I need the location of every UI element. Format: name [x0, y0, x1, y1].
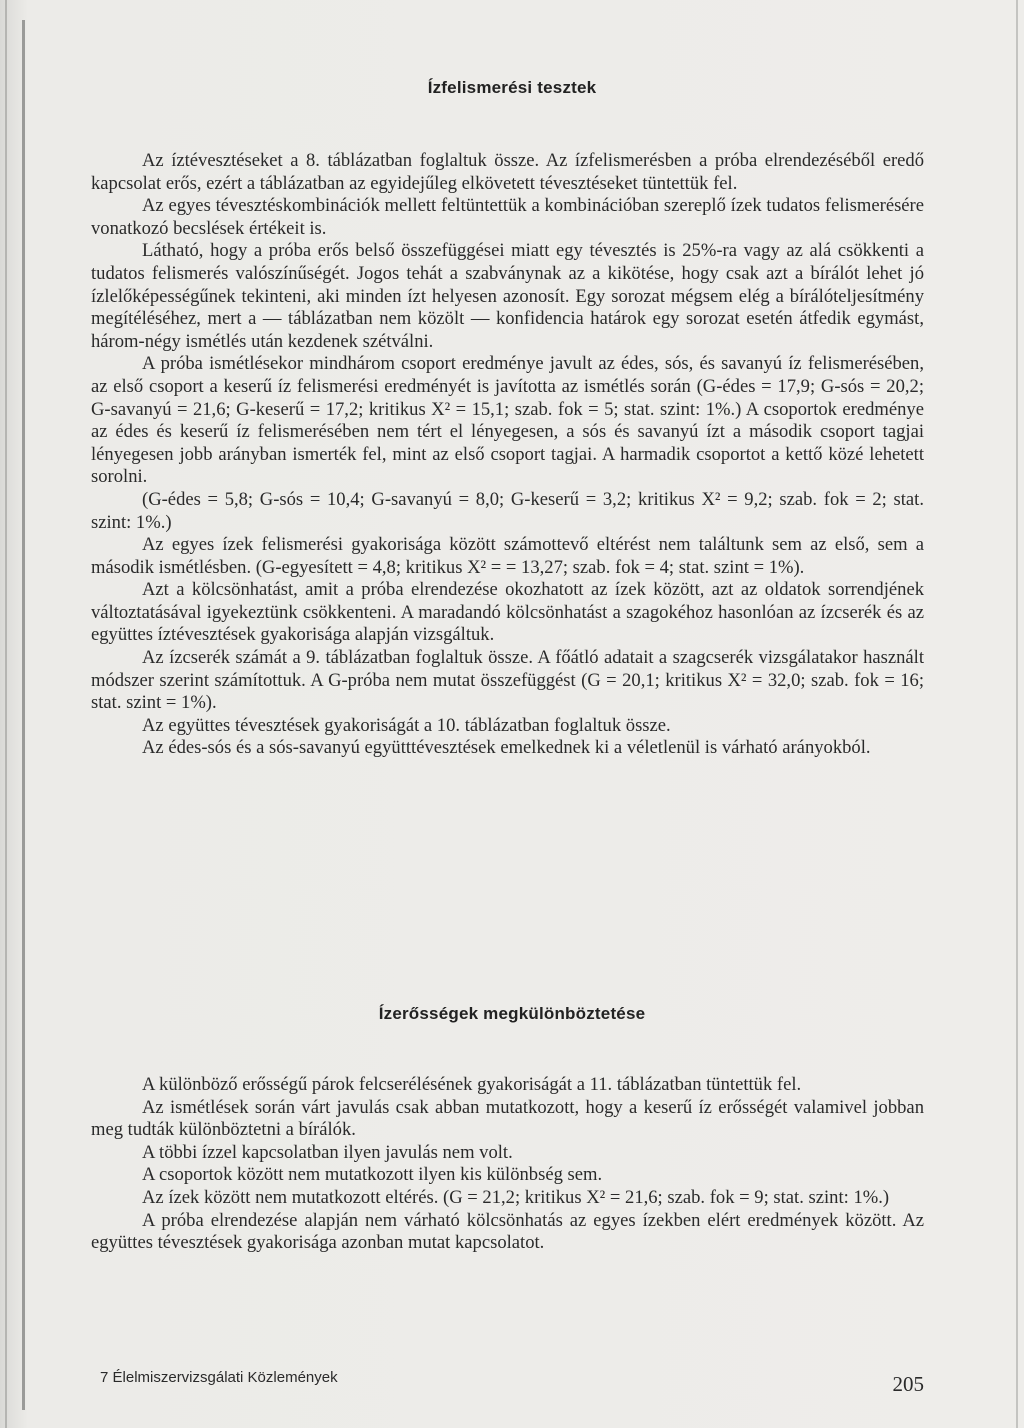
section-heading-taste-recognition: Ízfelismerési tesztek	[427, 78, 597, 97]
section-heading-taste-intensity: Ízerősségek megkülönböztetése	[378, 1004, 646, 1023]
section2-body	[91, 1074, 924, 1255]
paragraph: Az ízcserék számát a 9. táblázatban foglaltuk össze. A főátló adatait a szagcserék vizsgálatakor használt módszer szerint számítottuk. A G-próba nem mutat összefüggést (G = 20,1; kritikus X² = 32,0; szab. fok = 16; stat. szint = 1%).	[91, 647, 924, 714]
paragraph: Az együttes tévesztések gyakoriságát a 10. táblázatban foglaltuk össze.	[142, 714, 671, 736]
paragraph: Az egyes ízek felismerési gyakorisága között számottevő eltérést nem találtunk sem az első, sem a második ismétlésben. (G-egyesített = 4,8; kritikus X² = = 13,27; szab. fok = 4; stat. szint = 1%).	[91, 534, 924, 578]
paragraph: Azt a kölcsönhatást, amit a próba elrendezése okozhatott az ízek között, azt az oldatok sorrendjének változtatásával igyekeztünk csökkenteni. A maradandó kölcsönhatást a szagokéhoz hasonlóan az ízcserék és az együttes íztévesztések gyakorisága alapján vizsgáltuk.	[91, 579, 924, 646]
paragraph: Látható, hogy a próba erős belső összefüggései miatt egy tévesztés is 25%-ra vagy az alá csökkenti a tudatos felismerés valószínűségét. Jogos tehát a szabványnak az a kikötése, hogy csak azt a bírálót lehet jó ízlelőképességűnek tekinteni, aki minden ízt helyesen azonosít. Egy sorozat mégsem elég a bírálóteljesítmény megítéléséhez, mert a — táblázatban nem közölt — konfidencia határok egy sorozat esetén átfedik egymást, három-négy ismétlés után kezdenek szétválni.	[91, 240, 924, 352]
section1-body	[91, 150, 924, 760]
paragraph: A különböző erősségű párok felcserélésének gyakoriságát a 11. táblázatban tüntettük fel.	[142, 1074, 802, 1095]
binding-edge	[5, 0, 7, 1428]
journal-footer: 7 Élelmiszervizsgálati Közlemények	[100, 1369, 338, 1386]
paragraph: A csoportok között nem mutatkozott ilyen kis különbség sem.	[142, 1164, 603, 1186]
paragraph: Az ismétlések során várt javulás csak abban mutatkozott, hogy a keserű íz erősségét valamivel jobban meg tudták különböztetni a bírálók.	[91, 1096, 924, 1141]
page-number: 205	[892, 1372, 924, 1396]
page-right-edge	[1016, 0, 1018, 1428]
paragraph: Az íztévesztéseket a 8. táblázatban foglaltuk össze. Az ízfelismerésben a próba elrendezéséből eredő kapcsolat erős, ezért a táblázatban az egyidejűleg elkövetett tévesztéseket tüntettük fel.	[91, 150, 924, 194]
paragraph: A többi ízzel kapcsolatban ilyen javulás nem volt.	[142, 1141, 513, 1163]
paragraph: (G-édes = 5,8; G-sós = 10,4; G-savanyú = 8,0; G-keserű = 3,2; kritikus X² = 9,2; szab. fok = 2; stat. szint: 1%.)	[91, 488, 924, 533]
binding-line	[22, 20, 25, 1410]
paragraph: Az édes-sós és a sós-savanyú együtttévesztések emelkednek ki a véletlenül is várható arányokból.	[142, 737, 871, 759]
paragraph: A próba ismétlésekor mindhárom csoport eredménye javult az édes, sós, és savanyú íz felismerésében, az első csoport a keserű íz felismerési eredményét is javította az ismétlés során (G-édes = 17,9; G-sós = 20,2; G-savanyú = 21,6; G-keserű = 17,2; kritikus X² = 15,1; szab. fok = 5; stat. szint: 1%.) A csoportok eredménye az édes és keserű íz felismerésében nem tért el lényegesen, a sós és savanyú ízt a második csoport tagjai lényegesen jobb arányban ismerték fel, mint az első csoport tagjai. A harmadik csoportot a kettő közé lehetett sorolni.	[91, 353, 924, 488]
paragraph: Az egyes tévesztéskombinációk mellett feltüntettük a kombinációban szereplő ízek tudatos felismerésére vonatkozó becslések értékeit is.	[91, 195, 924, 239]
paragraph: A próba elrendezése alapján nem várható kölcsönhatás az egyes ízekben elért eredmények között. Az együttes tévesztések gyakorisága azonban mutat kapcsolatot.	[91, 1209, 924, 1254]
paragraph: Az ízek között nem mutatkozott eltérés. (G = 21,2; kritikus X² = 21,6; szab. fok = 9; stat. szint: 1%.)	[142, 1186, 890, 1208]
